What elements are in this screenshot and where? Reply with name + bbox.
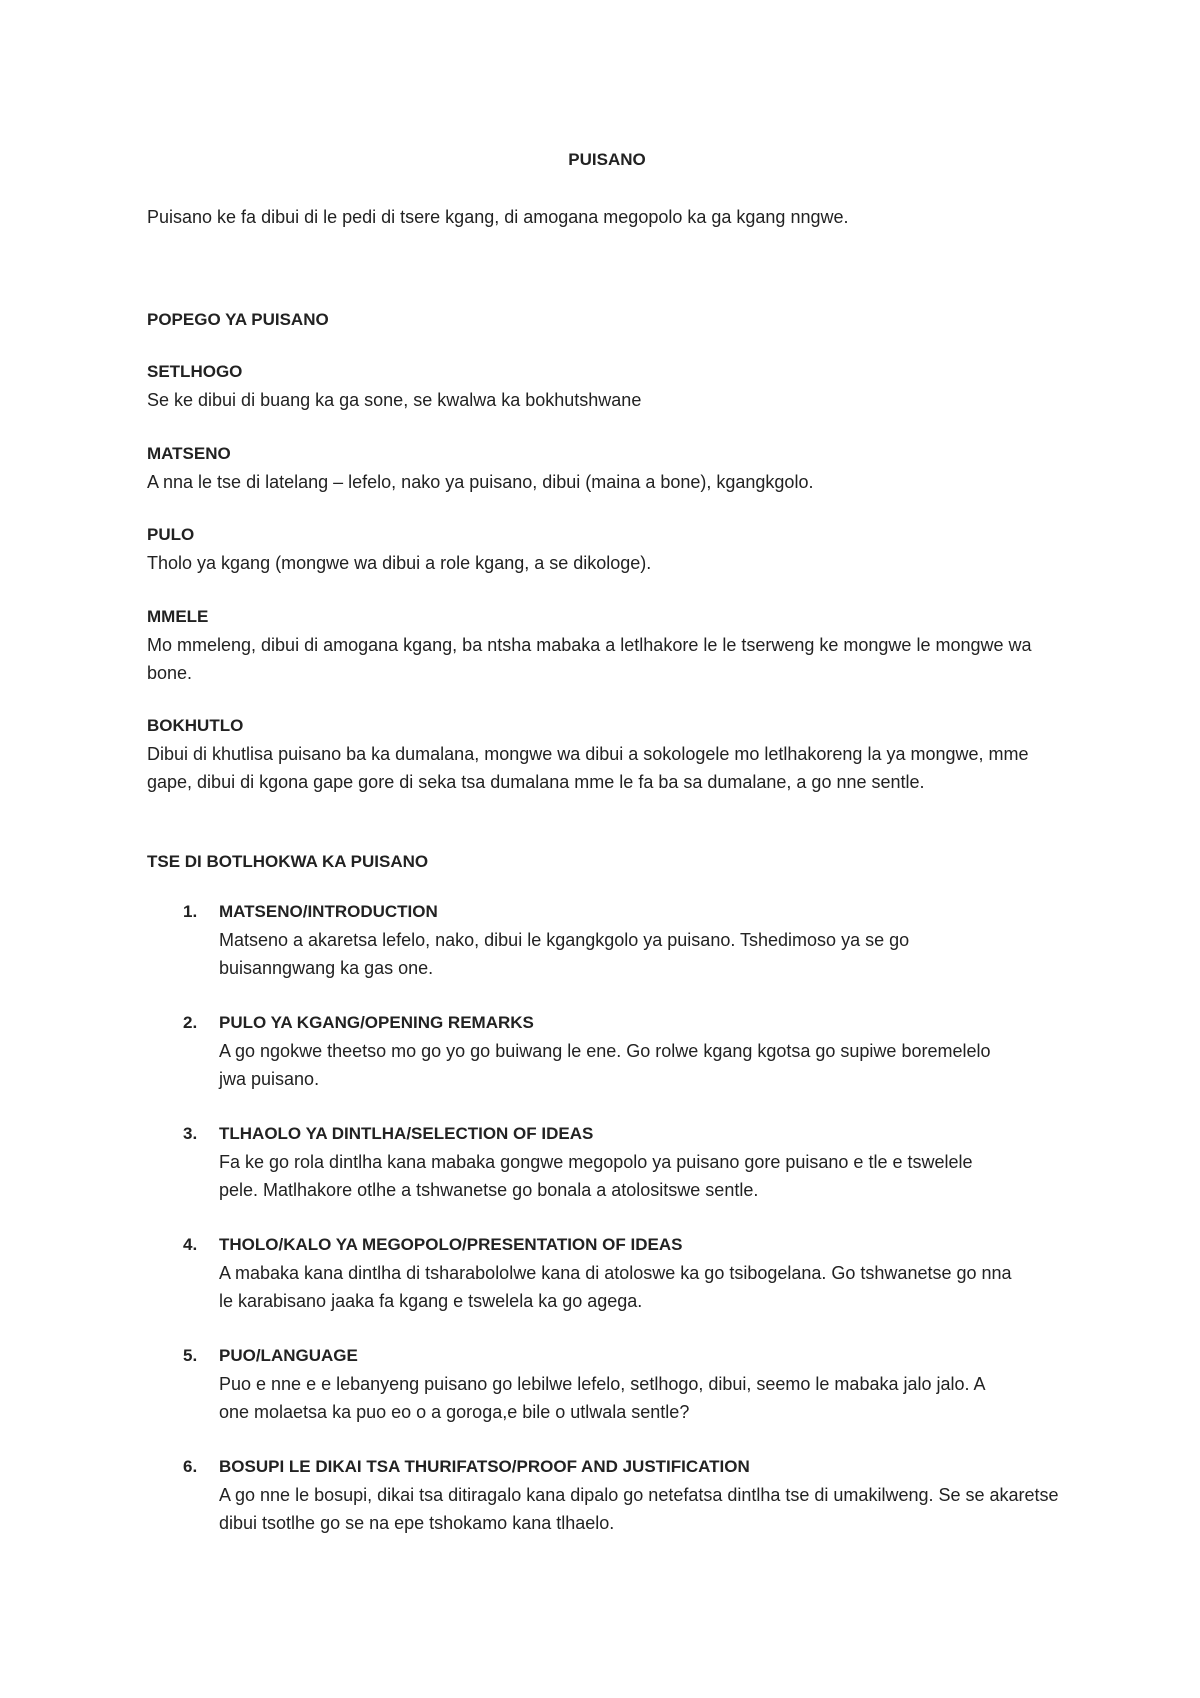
item-text: A go ngokwe theetso mo go yo go buiwang le ene. Go rolwe kgang kgotsa go supiwe boremelelo jwa puisano.	[219, 1041, 991, 1089]
list-item	[147, 1009, 1067, 1093]
intro-paragraph: Puisano ke fa dibui di le pedi di tsere kgang, di amogana megopolo ka ga kgang nngwe.	[147, 207, 849, 227]
numbered-list	[147, 898, 1067, 1564]
section-text: Se ke dibui di buang ka ga sone, se kwalwa ka bokhutshwane	[147, 390, 642, 410]
item-title: BOSUPI LE DIKAI TSA THURIFATSO/PROOF AND JUSTIFICATION	[219, 1457, 750, 1476]
item-title: THOLO/KALO YA MEGOPOLO/PRESENTATION OF IDEAS	[219, 1235, 683, 1254]
section-heading: BOKHUTLO	[147, 716, 244, 735]
list-item	[147, 1453, 1067, 1537]
section-matseno	[147, 440, 1067, 496]
section-text: Mo mmeleng, dibui di amogana kgang, ba ntsha mabaka a letlhakore le le tserweng ke mongwe le mongwe wa bone.	[147, 635, 1032, 683]
section-heading: MATSENO	[147, 444, 231, 463]
section-text: A nna le tse di latelang – lefelo, nako ya puisano, dibui (maina a bone), kgangkgolo.	[147, 472, 814, 492]
list-item	[147, 1342, 1067, 1426]
item-number: 1.	[183, 902, 198, 921]
section-pulo	[147, 521, 1067, 577]
item-text: Fa ke go rola dintlha kana mabaka gongwe megopolo ya puisano gore puisano e tle e tswelele pele. Matlhakore otlhe a tshwanetse go bonala a atolositswe sentle.	[219, 1152, 973, 1200]
important-heading: TSE DI BOTLHOKWA KA PUISANO	[147, 852, 429, 871]
section-mmele	[147, 603, 1067, 687]
section-setlhogo	[147, 358, 1067, 414]
item-number: 2.	[183, 1013, 198, 1032]
list-item	[147, 1231, 1067, 1315]
page-title: PUISANO	[568, 150, 646, 169]
item-text: A mabaka kana dintlha di tsharabololwe kana di atoloswe ka go tsibogelana. Go tshwanetse go nna le karabisano jaaka fa kgang e tswelela ka go agega.	[219, 1263, 1012, 1311]
section-text: Tholo ya kgang (mongwe wa dibui a role kgang, a se dikologe).	[147, 553, 652, 573]
section-bokhutlo	[147, 712, 1067, 796]
item-number: 6.	[183, 1457, 198, 1476]
list-item	[147, 1120, 1067, 1204]
section-text: Dibui di khutlisa puisano ba ka dumalana, mongwe wa dibui a sokologele mo letlhakoreng la ya mongwe, mme gape, dibui di kgona gape gore di seka tsa dumalana mme le fa ba sa dumalane, a go nne sentle.	[147, 744, 1029, 792]
item-text: A go nne le bosupi, dikai tsa ditiragalo kana dipalo go netefatsa dintlha tse di umakilweng. Se se akaretse dibui tsotlhe go se na epe tshokamo kana tlhaelo.	[219, 1485, 1059, 1533]
item-number: 5.	[183, 1346, 198, 1365]
structure-heading: POPEGO YA PUISANO	[147, 310, 329, 329]
item-text: Puo e nne e e lebanyeng puisano go lebilwe lefelo, setlhogo, dibui, seemo le mabaka jalo jalo. A one molaetsa ka puo eo o a goroga,e bile o utlwala sentle?	[219, 1374, 985, 1422]
list-item	[147, 898, 1067, 982]
item-number: 3.	[183, 1124, 198, 1143]
section-heading: MMELE	[147, 607, 209, 626]
section-heading: PULO	[147, 525, 195, 544]
section-heading: SETLHOGO	[147, 362, 243, 381]
item-title: TLHAOLO YA DINTLHA/SELECTION OF IDEAS	[219, 1124, 594, 1143]
item-title: PULO YA KGANG/OPENING REMARKS	[219, 1013, 534, 1032]
item-text: Matseno a akaretsa lefelo, nako, dibui le kgangkgolo ya puisano. Tshedimoso ya se go buisanngwang ka gas one.	[219, 930, 910, 978]
item-title: PUO/LANGUAGE	[219, 1346, 358, 1365]
item-number: 4.	[183, 1235, 198, 1254]
item-title: MATSENO/INTRODUCTION	[219, 902, 438, 921]
